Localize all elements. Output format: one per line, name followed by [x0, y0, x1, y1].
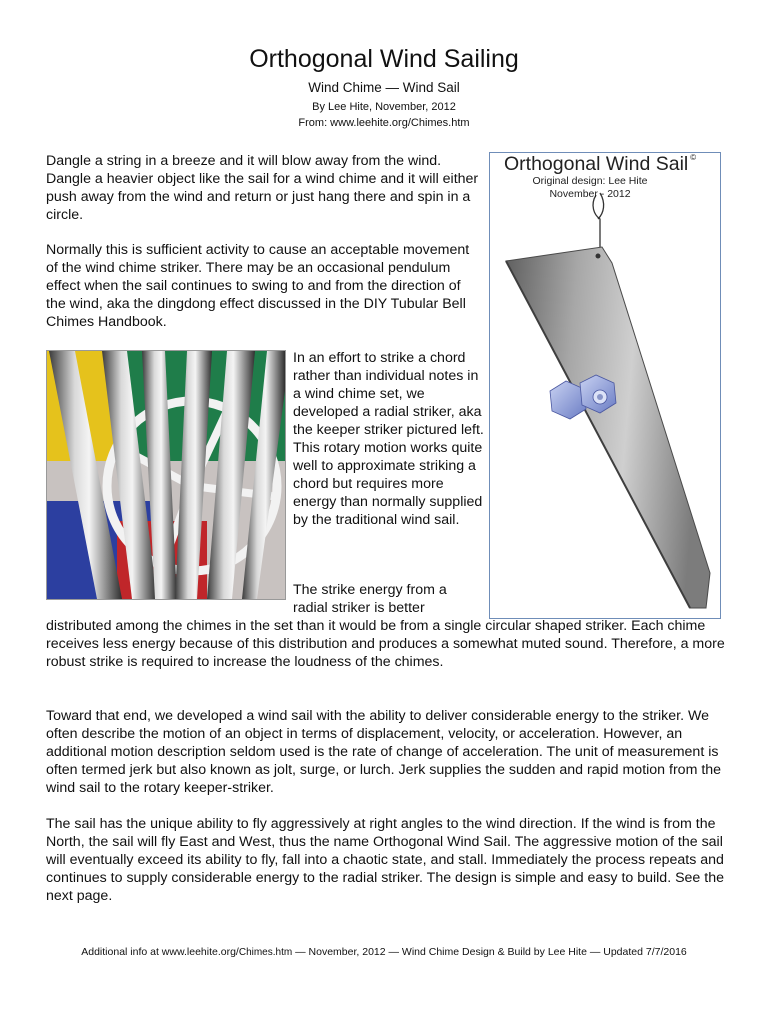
- radial-striker-photo: [46, 350, 286, 600]
- sail-illustration: [490, 153, 720, 618]
- paragraph-jerk: Toward that end, we developed a wind sail with the ability to deliver considerable energy to the striker. We often describe the motion of an object in terms of displacement, velocity, or acceleration. However, an additional motion description seldom used is the rate of change of acceleration. The unit of measurement is often termed jerk but also known as jolt, surge, or lurch. Jerk supplies the sudden and rapid motion from the wind sail to the rotary keeper-striker.: [46, 708, 722, 796]
- paragraph-orthogonal-flight: The sail has the unique ability to fly aggressively at right angles to the wind direction. If the wind is from the North, the sail will fly East and West, thus the name Orthogonal Wind Sail. The aggressive motion of the sail will eventually exceed its ability to fly, fall into a chaotic state, and stall. Immediately the process repeats and continues to supply considerable energy to the radial striker. The design is simple and easy to build. See the next page.: [46, 816, 724, 904]
- copyright-symbol: ©: [690, 153, 697, 162]
- footer-suffix: — November, 2012 — Wind Chime Design & Build by Lee Hite — Updated 7/7/2016: [292, 946, 687, 958]
- page-title: Orthogonal Wind Sailing: [249, 45, 519, 73]
- paragraph-strike-energy-start: The strike energy from a radial striker is better: [293, 582, 447, 616]
- figure-date: November - 2012: [549, 188, 631, 200]
- byline: By Lee Hite, November, 2012: [312, 101, 456, 113]
- footer-link[interactable]: Chimes.htm: [238, 947, 293, 958]
- paragraph-intro: Dangle a string in a breeze and it will blow away from the wind. Dangle a heavier object like the sail for a wind chime and it will either push away from the wind and return or just hang there and spin in a circle.: [46, 153, 479, 223]
- source-url: From: www.leehite.org/Chimes.htm: [298, 117, 470, 129]
- page-footer: [0, 946, 768, 958]
- figure-credit: Original design: Lee Hite: [532, 175, 648, 187]
- paragraph-strike-energy-rest: distributed among the chimes in the set than it would be from a single circular shaped striker. Each chime receives less energy because of this distribution and produces a somewhat muted sound. Therefore, a more robust strike is required to increase the loudness of the chimes.: [46, 618, 725, 670]
- page-subtitle: Wind Chime — Wind Sail: [308, 80, 460, 95]
- figure-title-text: Orthogonal Wind Sail: [504, 153, 689, 175]
- paragraph-radial-striker: In an effort to strike a chord rather than individual notes in a wind chime set, we developed a radial striker, aka the keeper striker pictured left. This rotary motion works quite well to approximate striking a chord but requires more energy than normally supplied by the traditional wind sail.: [293, 350, 484, 528]
- figure-title: [504, 153, 696, 176]
- footer-prefix: Additional info at www.leehite.org/: [81, 946, 239, 958]
- paragraph-pendulum: Normally this is sufficient activity to cause an acceptable movement of the wind chime striker. There may be an occasional pendulum effect when the sail continues to swing to and from the direction of the wind, aka the dingdong effect discussed in the DIY Tubular Bell Chimes Handbook.: [46, 242, 470, 330]
- wind-sail-figure: [489, 152, 721, 619]
